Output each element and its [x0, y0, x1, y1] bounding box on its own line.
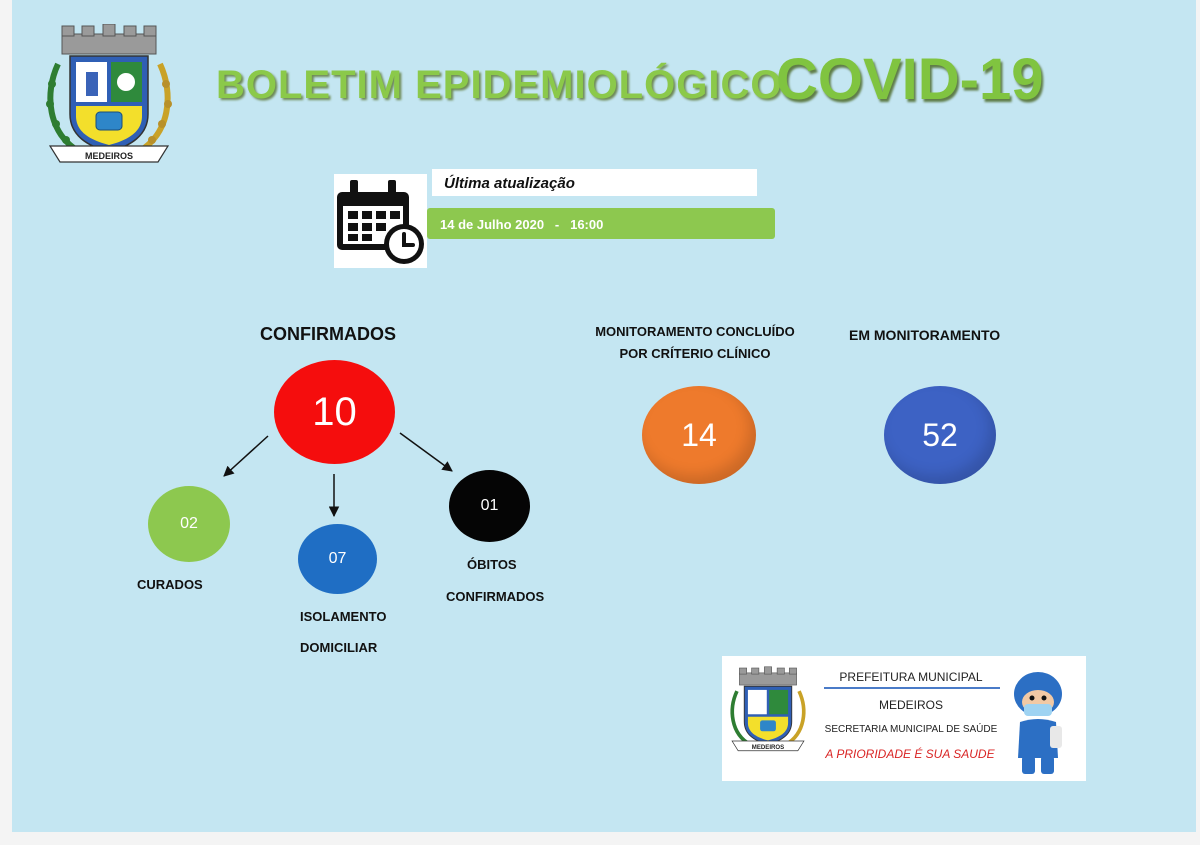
footer-divider: [824, 687, 1000, 689]
monitoring-done-label-line1: MONITORAMENTO CONCLUÍDO: [595, 324, 795, 339]
footer-line2: MEDEIROS: [878, 698, 943, 712]
mascot-icon: [1006, 666, 1070, 778]
home-isolation-count: 07: [298, 524, 377, 594]
home-isolation-label-line1: ISOLAMENTO: [300, 609, 387, 624]
monitoring-done-label-line2: POR CRÍTERIO CLÍNICO: [619, 346, 771, 361]
cured-label: CURADOS: [137, 577, 203, 592]
page-title-highlight: COVID-19: [776, 47, 1044, 112]
update-separator: -: [554, 217, 560, 232]
monitoring-done-count: 14: [642, 386, 756, 484]
update-date: 14 de Julho 2020: [440, 217, 545, 232]
page-title: BOLETIM EPIDEMIOLÓGICO: [216, 63, 783, 107]
monitoring-count: 52: [884, 386, 996, 484]
municipal-crest-icon: [726, 664, 810, 756]
footer-line1: PREFEITURA MUNICIPAL: [839, 670, 983, 684]
confirmed-count: 10: [274, 360, 395, 464]
arrow-icon: [400, 433, 452, 471]
footer-card: [722, 656, 1086, 781]
update-time: 16:00: [570, 217, 604, 232]
crest-label: MEDEIROS: [84, 151, 134, 161]
deaths-label-line2: CONFIRMADOS: [446, 589, 545, 604]
confirmed-label: CONFIRMADOS: [260, 324, 396, 344]
home-isolation-label-line2: DOMICILIAR: [300, 640, 378, 655]
cured-count: 02: [148, 486, 230, 562]
arrow-icon: [224, 436, 268, 476]
monitoring-label: EM MONITORAMENTO: [849, 327, 1001, 343]
deaths-label-line1: ÓBITOS: [467, 557, 517, 572]
deaths-count: 01: [449, 470, 530, 542]
footer-crest-label: MEDEIROS: [751, 743, 785, 751]
update-label: Última atualização: [444, 175, 575, 192]
footer-slogan: A PRIORIDADE É SUA SAUDE: [825, 747, 995, 761]
footer-line3: SECRETARIA MUNICIPAL DE SAÚDE: [824, 724, 998, 735]
